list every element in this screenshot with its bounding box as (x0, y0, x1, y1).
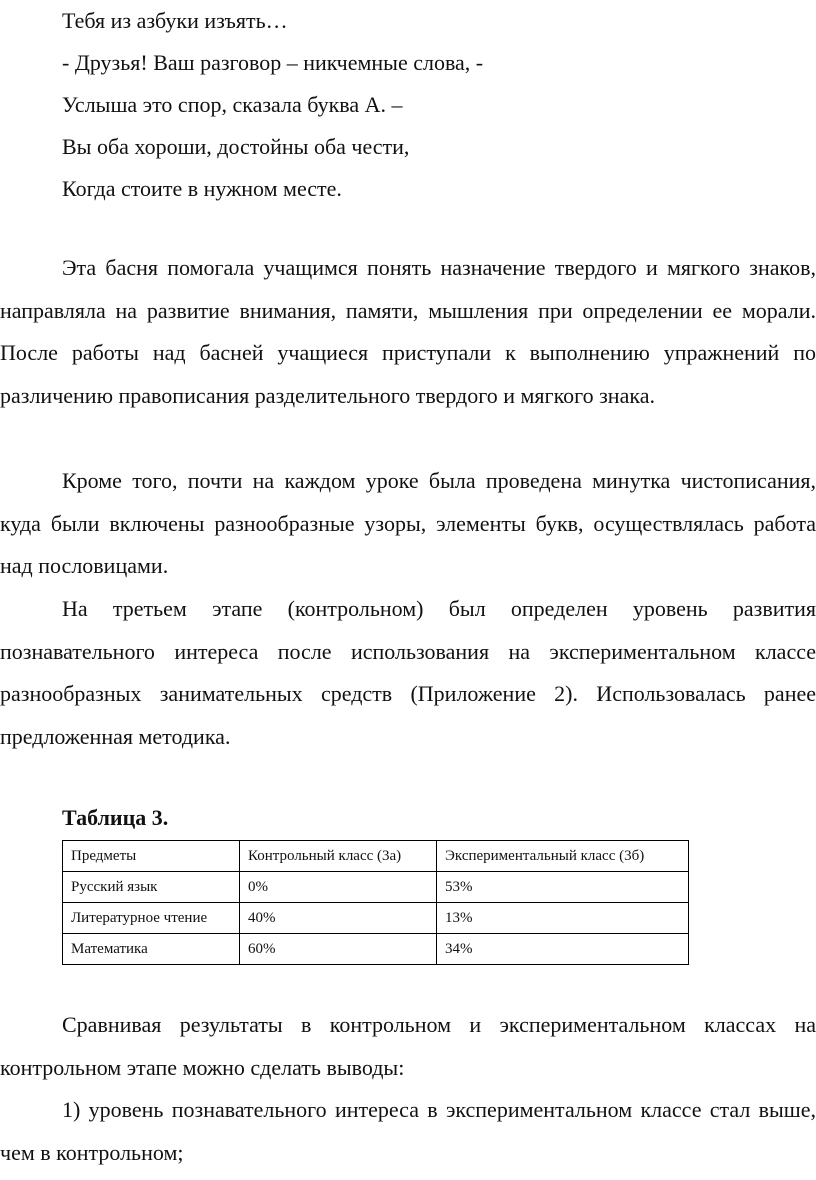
table-header-cell: Экспериментальный класс (3б) (437, 841, 689, 872)
paragraph-control-stage: На третьем этапе (контрольном) был определен уровень развития познавательного интереса после использования на экспериментальном классе разнообразных занимательных средств (Приложение 2). Использовалась ранее предложенная методика. (0, 596, 816, 749)
table-cell: Литературное чтение (63, 903, 240, 934)
table-cell: 40% (240, 903, 437, 934)
results-table (62, 840, 689, 965)
table-row (63, 872, 689, 903)
paragraph-fable-purpose: Эта басня помогала учащимся понять назначение твердого и мягкого знаков, направляла на развитие внимания, памяти, мышления при определении ее морали. После работы над басней учащиеся приступали к выполнению упражнений по различению правописания разделительного твердого и мягкого знака. (0, 255, 816, 408)
table-cell: 60% (240, 934, 437, 965)
paragraph-conclusion-1: 1) уровень познавательного интереса в экспериментальном классе стал выше, чем в контрольном; (0, 1097, 816, 1165)
poem-line: Вы оба хороши, достойны оба чести, (62, 134, 410, 159)
poem-line: Услыша это спор, сказала буква А. – (62, 92, 403, 117)
table-cell: Русский язык (63, 872, 240, 903)
poem-line: Тебя из азбуки изъять… (62, 8, 288, 33)
table-header-cell: Предметы (63, 841, 240, 872)
table-cell: 53% (437, 872, 689, 903)
table-cell: Математика (63, 934, 240, 965)
table-cell: 13% (437, 903, 689, 934)
table-cell: 0% (240, 872, 437, 903)
table-header-cell: Контрольный класс (3а) (240, 841, 437, 872)
paragraph-calligraphy: Кроме того, почти на каждом уроке была проведена минутка чистописания, куда были включены разнообразные узоры, элементы букв, осуществлялась работа над пословицами. (0, 468, 816, 578)
poem-line: - Друзья! Ваш разговор – никчемные слова, - (62, 50, 484, 75)
paragraph-comparison: Сравнивая результаты в контрольном и экспериментальном классах на контрольном этапе можно сделать выводы: (0, 1012, 816, 1080)
table-cell: 34% (437, 934, 689, 965)
poem-block (62, 0, 802, 210)
table-header-row (63, 841, 689, 872)
table-row (63, 934, 689, 965)
poem-line: Когда стоите в нужном месте. (62, 176, 342, 201)
table-title: Таблица 3. (62, 805, 169, 830)
table-row (63, 903, 689, 934)
